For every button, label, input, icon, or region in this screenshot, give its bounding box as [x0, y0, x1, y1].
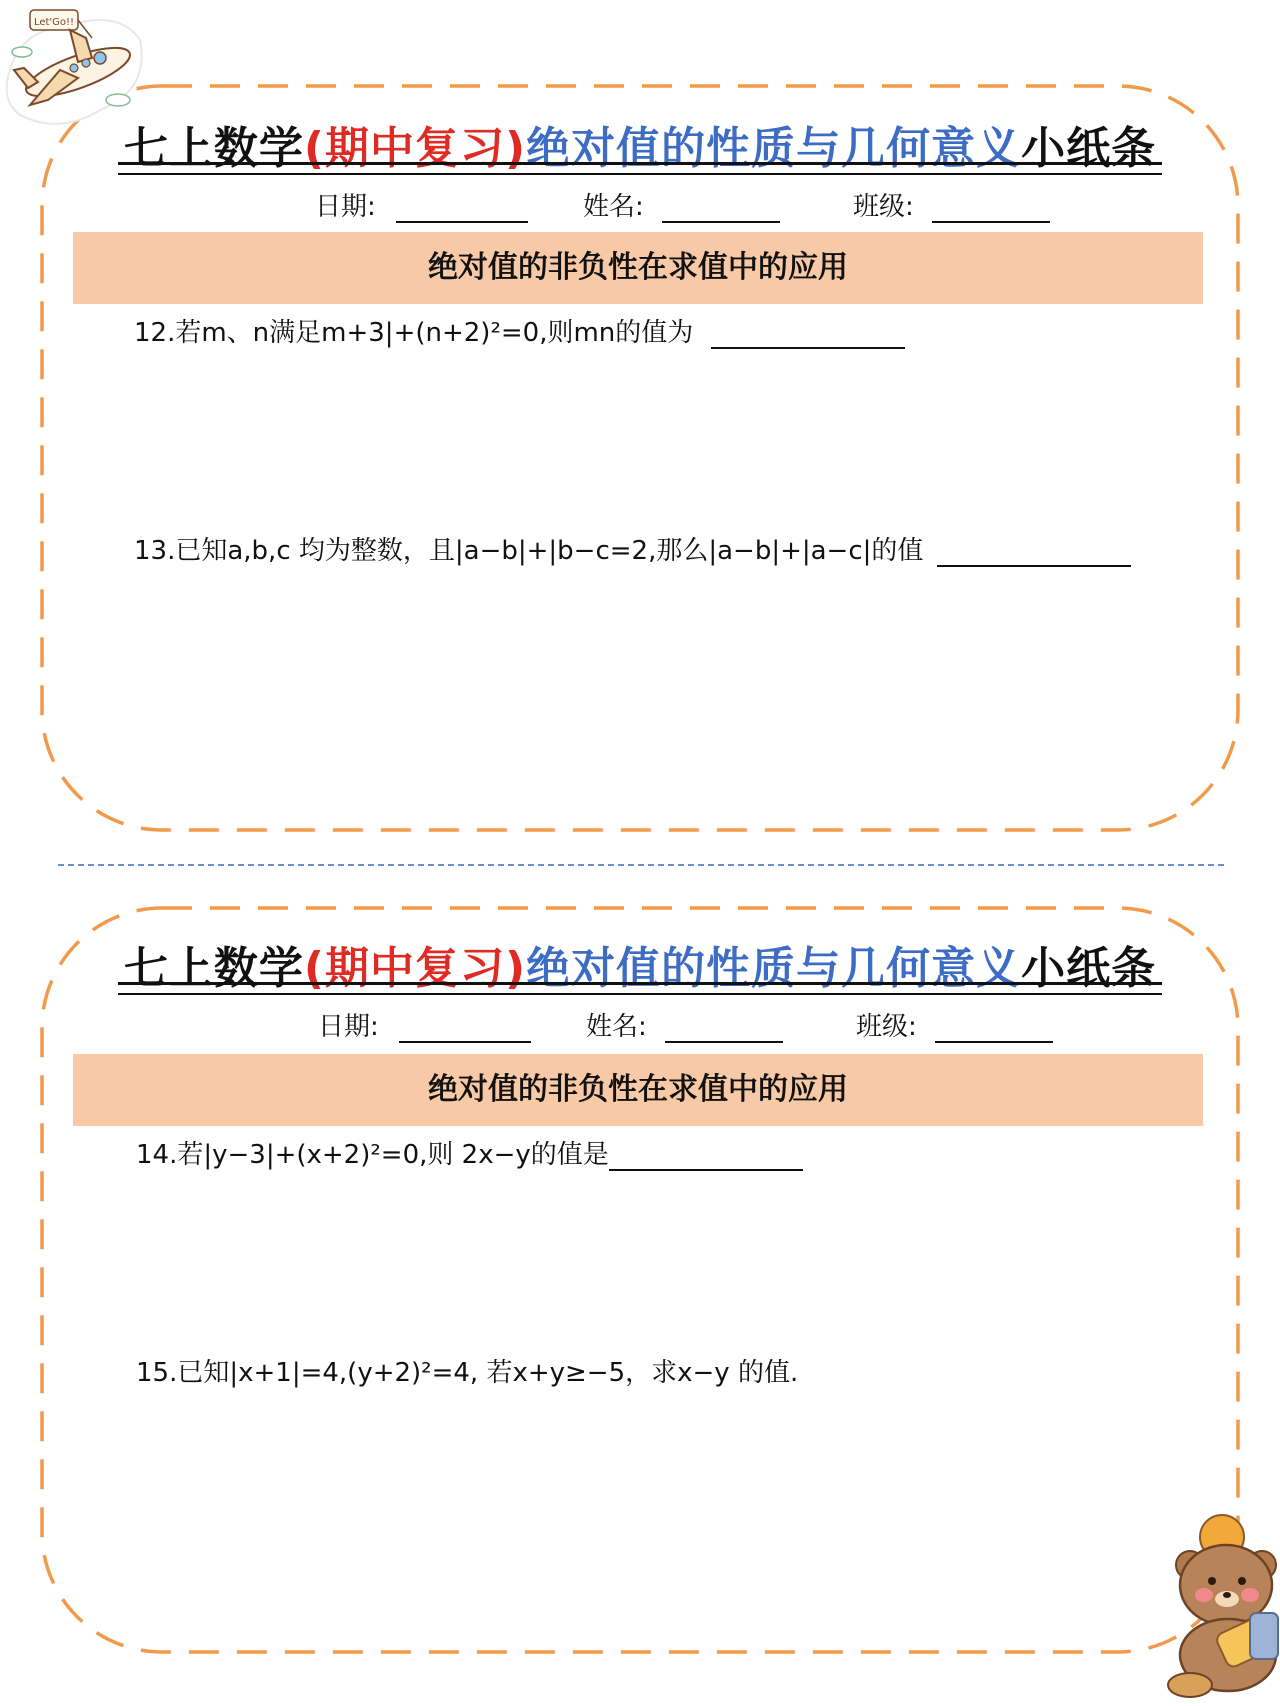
- title-part-review: (期中复习): [303, 943, 527, 994]
- class-label: 班级:: [853, 192, 914, 222]
- name-label: 姓名:: [583, 192, 644, 222]
- title-part-grade: 七上数学: [123, 943, 304, 994]
- question-12: [134, 312, 905, 349]
- class-label: 班级:: [856, 1012, 917, 1042]
- bear-icon: [1150, 1505, 1280, 1700]
- date-blank[interactable]: [396, 193, 528, 223]
- date-label: 日期:: [315, 192, 376, 222]
- name-label: 姓名:: [586, 1012, 647, 1042]
- title-underline: [118, 982, 1162, 995]
- title-part-grade: 七上数学: [123, 123, 304, 174]
- name-field: [586, 1006, 783, 1043]
- answer-blank[interactable]: [937, 535, 1131, 567]
- date-field: [315, 186, 528, 223]
- answer-blank[interactable]: [711, 317, 905, 349]
- class-blank[interactable]: [935, 1013, 1053, 1043]
- date-field: [318, 1006, 531, 1043]
- class-field: [853, 186, 1050, 223]
- question-text: 14.若|y−3|+(x+2)²=0,则 2x−y的值是: [136, 1140, 609, 1170]
- section-banner: 绝对值的非负性在求值中的应用: [73, 1054, 1203, 1126]
- title-part-topic: 绝对值的性质与几何意义: [526, 123, 1022, 174]
- section-banner: 绝对值的非负性在求值中的应用: [73, 232, 1203, 304]
- title-underline: [118, 162, 1162, 175]
- title-part-note: 小纸条: [1021, 123, 1157, 174]
- note-card-1: [38, 82, 1242, 834]
- question-15: [136, 1352, 798, 1389]
- airplane-icon: [0, 0, 150, 140]
- note-card-2: [38, 904, 1242, 1656]
- class-field: [856, 1006, 1053, 1043]
- sticker-text: Let'Go!!: [33, 17, 75, 28]
- question-13: [134, 530, 1131, 567]
- question-14: [136, 1134, 803, 1171]
- question-text: 15.已知|x+1|=4,(y+2)²=4, 若x+y≥−5，求x−y 的值.: [136, 1358, 799, 1388]
- name-blank[interactable]: [662, 193, 780, 223]
- question-text: 13.已知a,b,c 均为整数，且|a−b|+|b−c=2,那么|a−b|+|a−c|的值: [134, 536, 924, 566]
- title-part-topic: 绝对值的性质与几何意义: [526, 943, 1022, 994]
- date-blank[interactable]: [399, 1013, 531, 1043]
- cut-line-separator: [58, 864, 1224, 866]
- name-blank[interactable]: [665, 1013, 783, 1043]
- date-label: 日期:: [318, 1012, 379, 1042]
- class-blank[interactable]: [932, 193, 1050, 223]
- question-text: 12.若m、n满足m+3|+(n+2)²=0,则mn的值为: [134, 318, 694, 348]
- answer-blank[interactable]: [609, 1139, 803, 1171]
- title-part-review: (期中复习): [303, 123, 527, 174]
- title-part-note: 小纸条: [1021, 943, 1157, 994]
- name-field: [583, 186, 780, 223]
